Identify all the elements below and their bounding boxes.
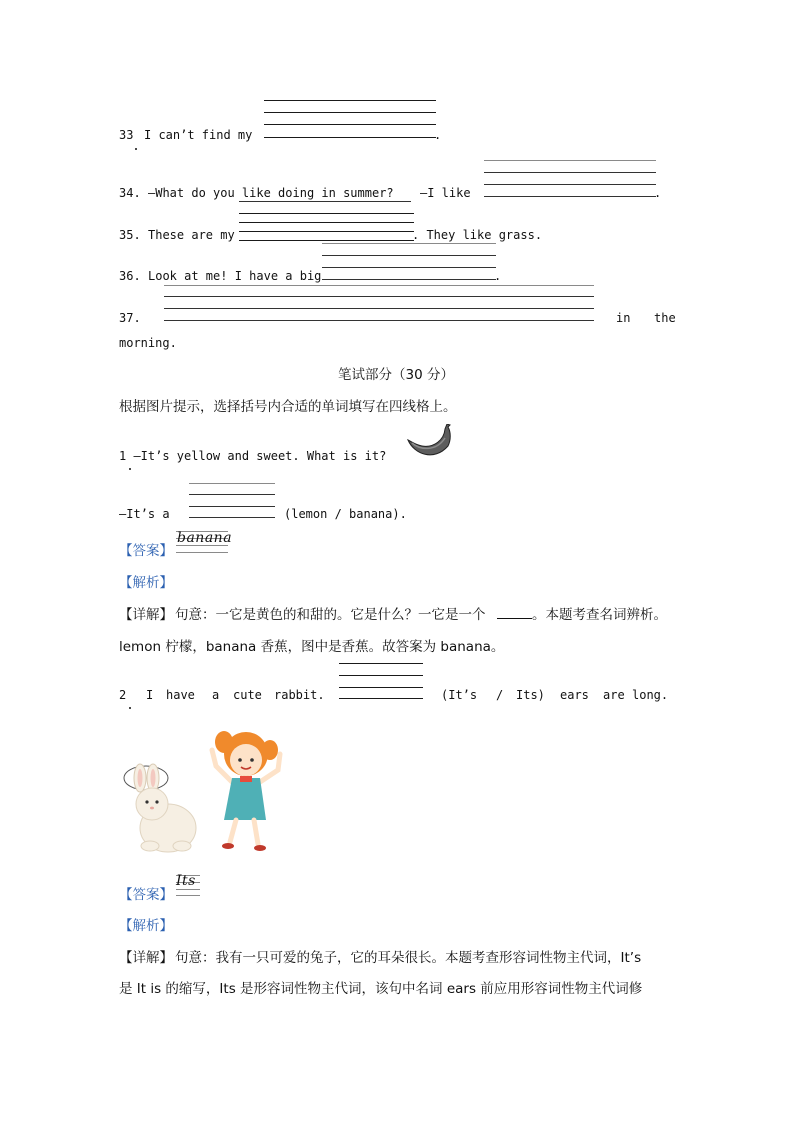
item2-word: have <box>166 688 195 702</box>
q33-end: . <box>434 128 442 142</box>
item2-word: cute <box>233 688 262 702</box>
q34-end: . <box>654 186 662 200</box>
item1-detail-line1a: 句意：一它是黄色的和甜的。它是什么？一它是一个 <box>175 607 486 623</box>
q34-text1: —What do you like doing in summer? <box>148 186 394 200</box>
item2-detail-label: 【详解】 <box>119 950 173 966</box>
item1-detail-label: 【详解】 <box>119 607 173 623</box>
item2-answer: Its <box>176 873 196 889</box>
q35-writing-lines[interactable] <box>239 213 414 241</box>
item2-writing-lines[interactable] <box>339 663 423 699</box>
q34-underline <box>239 201 411 202</box>
q36-text: Look at me! I have a big <box>148 269 322 283</box>
q36-end: . <box>494 269 502 283</box>
q35-number: 35. <box>119 228 141 242</box>
q36-number: 36. <box>119 269 141 283</box>
item1-question: 1 —It’s yellow and sweet. What is it? <box>119 449 387 463</box>
item2-detail-line2: 是 It is 的缩写，Its 是形容词性物主代词，该句中名词 ears 前应用形容词性物主代词修 <box>119 981 643 997</box>
q34-writing-lines[interactable] <box>484 160 656 197</box>
q34-text2: —I like <box>420 186 471 200</box>
q37-in: in <box>616 311 631 325</box>
q33-number: 33 <box>119 128 134 142</box>
item2-word: I <box>146 688 154 702</box>
q35-text1: These are my <box>148 228 235 242</box>
item1-writing-lines[interactable] <box>189 483 275 518</box>
item2-number: 2 <box>119 688 127 702</box>
item1-options: (lemon / banana). <box>284 507 407 521</box>
item1-detail-line1b: 。本题考查名词辨析。 <box>532 607 667 623</box>
q34-number: 34. <box>119 186 141 200</box>
item2-detail-line1: 句意：我有一只可爱的兔子，它的耳朵很长。本题考查形容词性物主代词，It’s <box>175 950 642 966</box>
item2-option: / <box>496 688 504 702</box>
q35-text2: . They like grass. <box>412 228 543 242</box>
item2-option: Its) <box>516 688 545 702</box>
q33-dot <box>135 148 137 150</box>
item1-blank <box>497 618 532 619</box>
item1-answer-label: 【答案】 <box>119 543 173 559</box>
q37-the: the <box>654 311 676 325</box>
item2-word: rabbit. <box>274 688 325 702</box>
item2-option: ears <box>560 688 589 702</box>
q36-writing-lines[interactable] <box>322 243 496 280</box>
q37-line2: morning. <box>119 336 177 350</box>
q33-text: I can’t find my <box>144 128 253 142</box>
q37-writing-lines[interactable] <box>164 285 594 321</box>
item2-dot <box>129 707 131 709</box>
item2-option: (It’s <box>441 688 478 702</box>
item2-analysis-label: 【解析】 <box>119 918 173 934</box>
item2-answer-label: 【答案】 <box>119 887 173 903</box>
item1-detail-line2: lemon 柠檬，banana 香蕉，图中是香蕉。故答案为 banana。 <box>119 639 505 655</box>
item1-dot <box>129 468 131 470</box>
q37-number: 37. <box>119 311 141 325</box>
item1-analysis-label: 【解析】 <box>119 575 173 591</box>
section-title: 笔试部分（30 分） <box>338 367 454 383</box>
item1-answer-prefix: —It’s a <box>119 507 170 521</box>
item2-option: long. <box>632 688 669 702</box>
q33-writing-lines[interactable] <box>264 100 436 138</box>
item2-option: are <box>603 688 625 702</box>
item1-answer: banana <box>177 530 233 546</box>
item2-word: a <box>212 688 220 702</box>
banana-image <box>404 424 454 464</box>
girl-rabbit-image <box>120 720 284 860</box>
instruction: 根据图片提示，选择括号内合适的单词填写在四线格上。 <box>119 399 457 415</box>
